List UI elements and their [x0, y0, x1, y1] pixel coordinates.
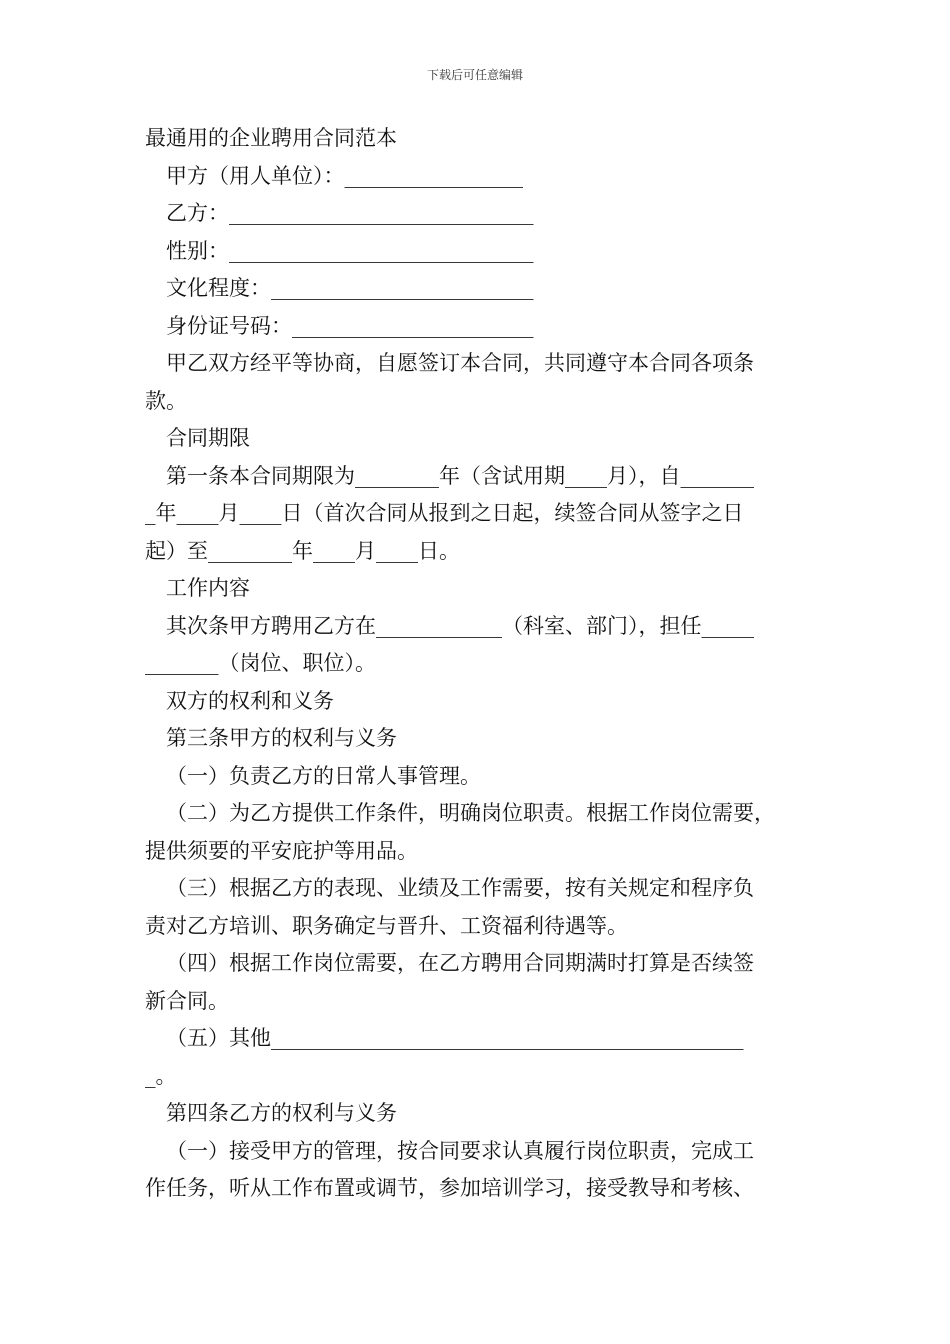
gender-field: 性别：_____________________________: [166, 238, 534, 263]
section-heading-work: 工作内容: [166, 576, 250, 600]
article-2-cont: _______（岗位、职位）。: [145, 651, 376, 675]
education-field: 文化程度：_________________________: [166, 276, 534, 300]
article-1: 第一条本合同期限为________年（含试用期____月），自_______: [166, 463, 754, 488]
header-note: 下载后可任意编辑: [426, 68, 523, 82]
article-3-heading: 第三条甲方的权利与义务: [166, 726, 397, 750]
section-heading-rights: 双方的权利和义务: [166, 688, 334, 713]
article-3-item-5-cont: _。: [145, 1063, 177, 1088]
agreement-paragraph-cont: 款。: [145, 388, 187, 413]
article-2: 其次条甲方聘用乙方在____________（科室、部门），担任_____: [166, 613, 754, 638]
article-4-heading: 第四条乙方的权利与义务: [166, 1101, 397, 1125]
agreement-paragraph: 甲乙双方经平等协商，自愿签订本合同，共同遵守本合同各项条: [166, 351, 754, 375]
party-a-field: 甲方（用人单位）：_________________: [166, 163, 523, 188]
document-body: [145, 120, 810, 1208]
article-3-item-1: （一）负责乙方的日常人事管理。: [166, 763, 481, 788]
article-1-cont: 起）至________年____月____日。: [145, 538, 460, 563]
article-3-item-3-cont: 责对乙方培训、职务确定与晋升、工资福利待遇等。: [145, 913, 628, 938]
article-4-item-1: （一）接受甲方的管理，按合同要求认真履行岗位职责，完成工: [166, 1138, 754, 1163]
party-b-field: 乙方：_____________________________: [166, 201, 534, 225]
article-3-item-2-cont: 提供须要的平安庇护等用品。: [145, 838, 418, 863]
section-heading-term: 合同期限: [166, 426, 250, 450]
id-number-field: 身份证号码：_______________________: [166, 313, 534, 338]
article-1-cont: _年____月____日（首次合同从报到之日起，续签合同从签字之日: [145, 501, 744, 525]
article-4-item-1-cont: 作任务，听从工作布置或调节，参加培训学习，接受教导和考核、: [145, 1176, 754, 1200]
article-3-item-3: （三）根据乙方的表现、业绩及工作需要，按有关规定和程序负: [166, 876, 754, 900]
article-3-item-4-cont: 新合同。: [145, 988, 229, 1013]
article-3-item-5: （五）其他_____________________________________________: [166, 1026, 744, 1050]
article-3-item-4: （四）根据工作岗位需要，在乙方聘用合同期满时打算是否续签: [166, 951, 754, 975]
article-3-item-2: （二）为乙方提供工作条件，明确岗位职责。根据工作岗位需要，: [166, 801, 775, 825]
document-title: 最通用的企业聘用合同范本: [145, 126, 397, 150]
